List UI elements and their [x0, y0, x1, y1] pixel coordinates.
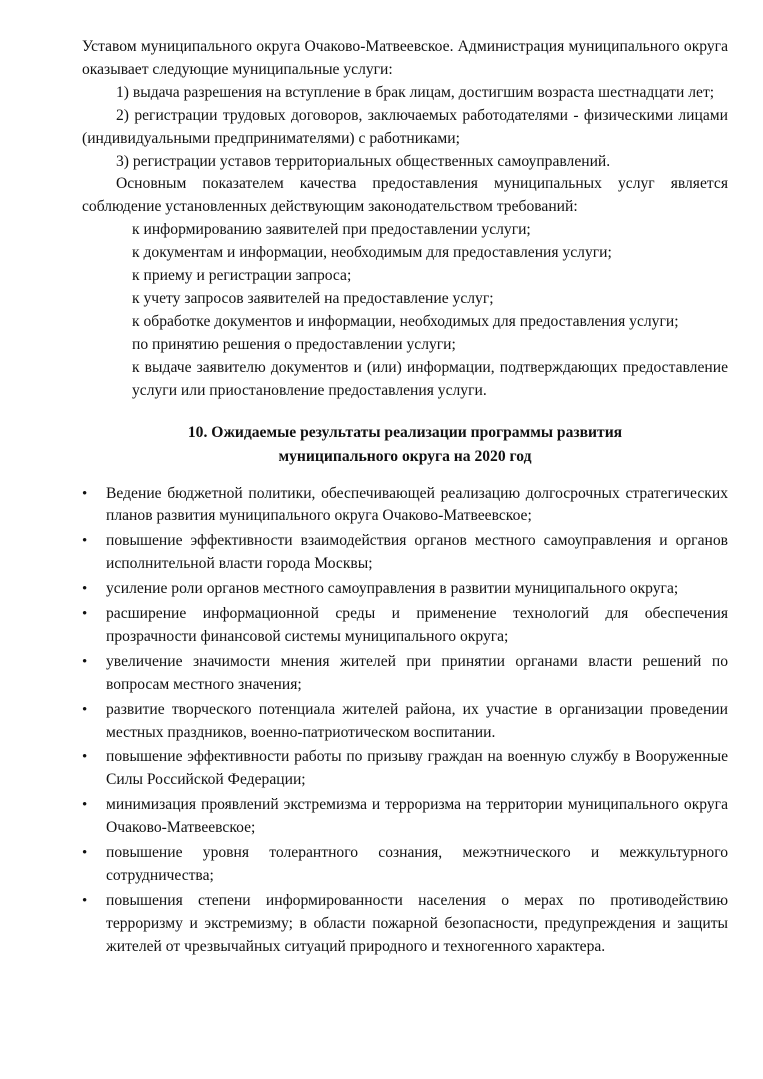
list-item-text: повышение эффективности работы по призыву граждан на военную службу в Вооруженные Силы Российской Федерации; — [106, 748, 728, 789]
requirement-item: по принятию решения о предоставлении услуги; — [132, 335, 456, 353]
list-item — [82, 578, 728, 601]
bullet-icon: • — [82, 701, 88, 718]
requirement-item: к обработке документов и информации, необходимых для предоставления услуги; — [132, 312, 679, 330]
list-item — [82, 651, 728, 697]
list-item-text: повышение эффективности взаимодействия органов местного самоуправления и органов исполнительной власти города Москвы; — [106, 532, 728, 573]
list-item — [82, 603, 728, 649]
list-item-text: развитие творческого потенциала жителей района, их участие в организации проведении местных праздников, военно-патриотическом воспитании. — [106, 700, 728, 741]
list-item-text: усиление роли органов местного самоуправления в развитии муниципального округа; — [106, 580, 679, 598]
bullet-icon: • — [82, 892, 88, 909]
bullet-icon: • — [82, 581, 88, 598]
quality-paragraph: Основным показателем качества предоставления муниципальных услуг является соблюдение установленных действующим законодательством требований: — [82, 175, 728, 216]
bullet-icon: • — [82, 845, 88, 862]
list-item — [82, 842, 728, 888]
list-item — [82, 746, 728, 792]
bullet-icon: • — [82, 749, 88, 766]
list-item — [82, 699, 728, 745]
bullet-icon: • — [82, 797, 88, 814]
list-item-text: увеличение значимости мнения жителей при принятии органами власти решений по вопросам местного значения; — [106, 652, 728, 693]
service-item-1: 1) выдача разрешения на вступление в брак лицам, достигшим возраста шестнадцати лет; — [116, 83, 715, 101]
service-item-3: 3) регистрации уставов территориальных общественных самоуправлений. — [116, 152, 611, 170]
requirement-item: к информированию заявителей при предоставлении услуги; — [132, 221, 531, 239]
bullet-icon: • — [82, 533, 88, 550]
list-item — [82, 794, 728, 840]
bullet-icon: • — [82, 606, 88, 623]
intro-paragraph: Уставом муниципального округа Очаково-Матвеевское. Администрация муниципального округа оказывает следующие муниципальные услуги: — [82, 38, 728, 78]
list-item-text: повышение уровня толерантного сознания, межэтнического и межкультурного сотрудничества; — [106, 844, 728, 884]
list-item-text: минимизация проявлений экстремизма и терроризма на территории муниципального округа Очаково-Матвеевское; — [106, 796, 728, 837]
results-list — [82, 483, 728, 959]
bullet-icon: • — [82, 485, 88, 502]
list-item — [82, 483, 728, 529]
section-heading-line-1: 10. Ожидаемые результаты реализации программы развития — [187, 423, 623, 441]
list-item-text: Ведение бюджетной политики, обеспечивающей реализацию долгосрочных стратегических планов развития муниципального округа Очаково-Матвеевское; — [106, 484, 728, 525]
requirement-item: к документам и информации, необходимым для предоставления услуги; — [132, 244, 612, 262]
section-heading — [82, 421, 728, 469]
section-heading-line-2: муниципального округа на 2020 год — [278, 447, 532, 465]
service-item-2: 2) регистрации трудовых договоров, заключаемых работодателями - физическими лицами (индивидуальными предпринимателями) с работниками; — [82, 106, 728, 147]
requirement-item: к приему и регистрации запроса; — [132, 267, 352, 285]
bullet-icon: • — [82, 653, 88, 670]
list-item — [82, 890, 728, 959]
document-page — [82, 36, 728, 961]
requirement-item: к учету запросов заявителей на предоставление услуг; — [132, 289, 494, 307]
list-item-text: повышения степени информированности населения о мерах по противодействию терроризму и экстремизму; в области пожарной безопасности, предупреждения и защиты жителей от чрезвычайных ситуаций природного и техногенного характера. — [106, 891, 728, 955]
list-item — [82, 530, 728, 576]
requirement-item: к выдаче заявителю документов и (или) информации, подтверждающих предоставление услуги или приостановление предоставления услуги. — [132, 358, 728, 399]
list-item-text: расширение информационной среды и применение технологий для обеспечения прозрачности финансовой системы муниципального округа; — [106, 605, 728, 645]
